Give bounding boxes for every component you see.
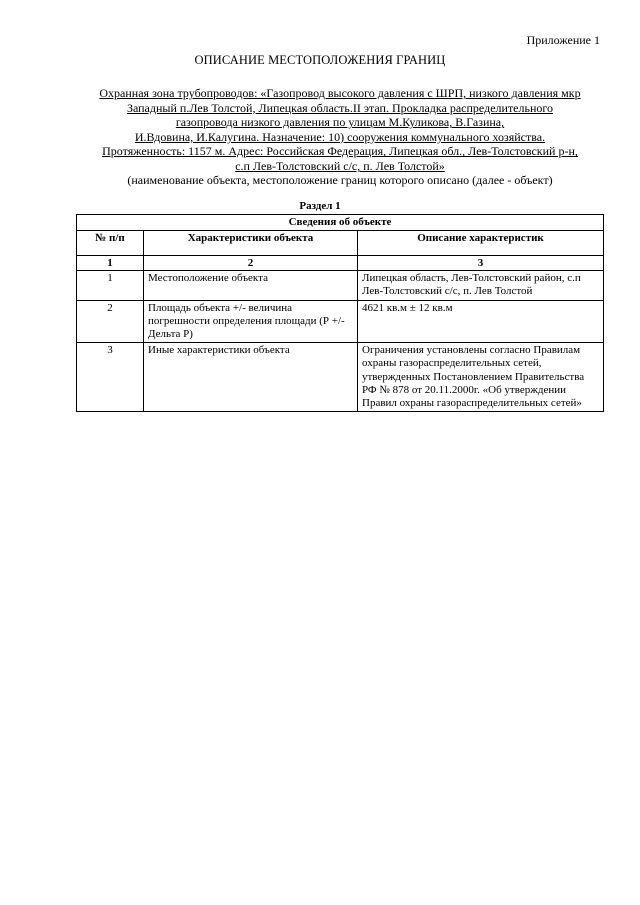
table-row (77, 343, 604, 412)
table-row (77, 300, 604, 343)
column-header-number: № п/п (77, 231, 144, 256)
row-characteristic: Площадь объекта +/- величина погрешности определения площади (Р +/- Дельта Р) (144, 300, 358, 343)
row-characteristic: Иные характеристики объекта (144, 343, 358, 412)
object-description-line: Протяженность: 1157 м. Адрес: Российская Федерация, Липецкая обл., Лев-Толстовский р-н, (102, 144, 578, 159)
row-number: 1 (77, 271, 144, 300)
object-description-line: с.п Лев-Толстовский с/с, п. Лев Толстой» (235, 158, 445, 173)
object-info-table (76, 214, 604, 412)
row-description: Липецкая область, Лев-Толстовский район, с.п Лев-Толстовский с/с, п. Лев Толстой (358, 271, 604, 300)
row-description: Ограничения установлены согласно Правилам охраны газораспределительных сетей, утвержденных Постановлением Правительства РФ № 878 от 20.11.2000г. «Об утверждении Правил охраны газораспределительных сетей» (358, 343, 604, 412)
object-description (76, 86, 604, 174)
document-title: ОПИСАНИЕ МЕСТОПОЛОЖЕНИЯ ГРАНИЦ (194, 53, 446, 67)
row-description: 4621 кв.м ± 12 кв.м (358, 300, 604, 343)
object-caption: (наименование объекта, местоположение границ которого описано (далее - объект) (127, 173, 553, 187)
column-number: 3 (358, 256, 604, 271)
column-header-characteristic: Характеристики объекта (144, 231, 358, 256)
row-characteristic: Местоположение объекта (144, 271, 358, 300)
column-number: 2 (144, 256, 358, 271)
object-description-line: Охранная зона трубопроводов: «Газопровод высокого давления с ШРП, низкого давления мкр (99, 86, 581, 100)
section-title: Раздел 1 (299, 200, 341, 212)
object-description-line: газопровода низкого давления по улицам М.Куликова, В.Газина, (175, 115, 505, 130)
row-number: 2 (77, 300, 144, 343)
column-number: 1 (77, 256, 144, 271)
row-number: 3 (77, 343, 144, 412)
table-row (77, 271, 604, 300)
column-header-description: Описание характеристик (358, 231, 604, 256)
table-title: Сведения об объекте (77, 215, 604, 231)
object-description-line: И.Вдовина, И.Калугина. Назначение: 10) сооружения коммунального хозяйства. (134, 129, 546, 144)
object-description-line: Западный п.Лев Толстой, Липецкая область.II этап. Прокладка распределительного (126, 100, 554, 115)
appendix-label: Приложение 1 (526, 33, 600, 47)
